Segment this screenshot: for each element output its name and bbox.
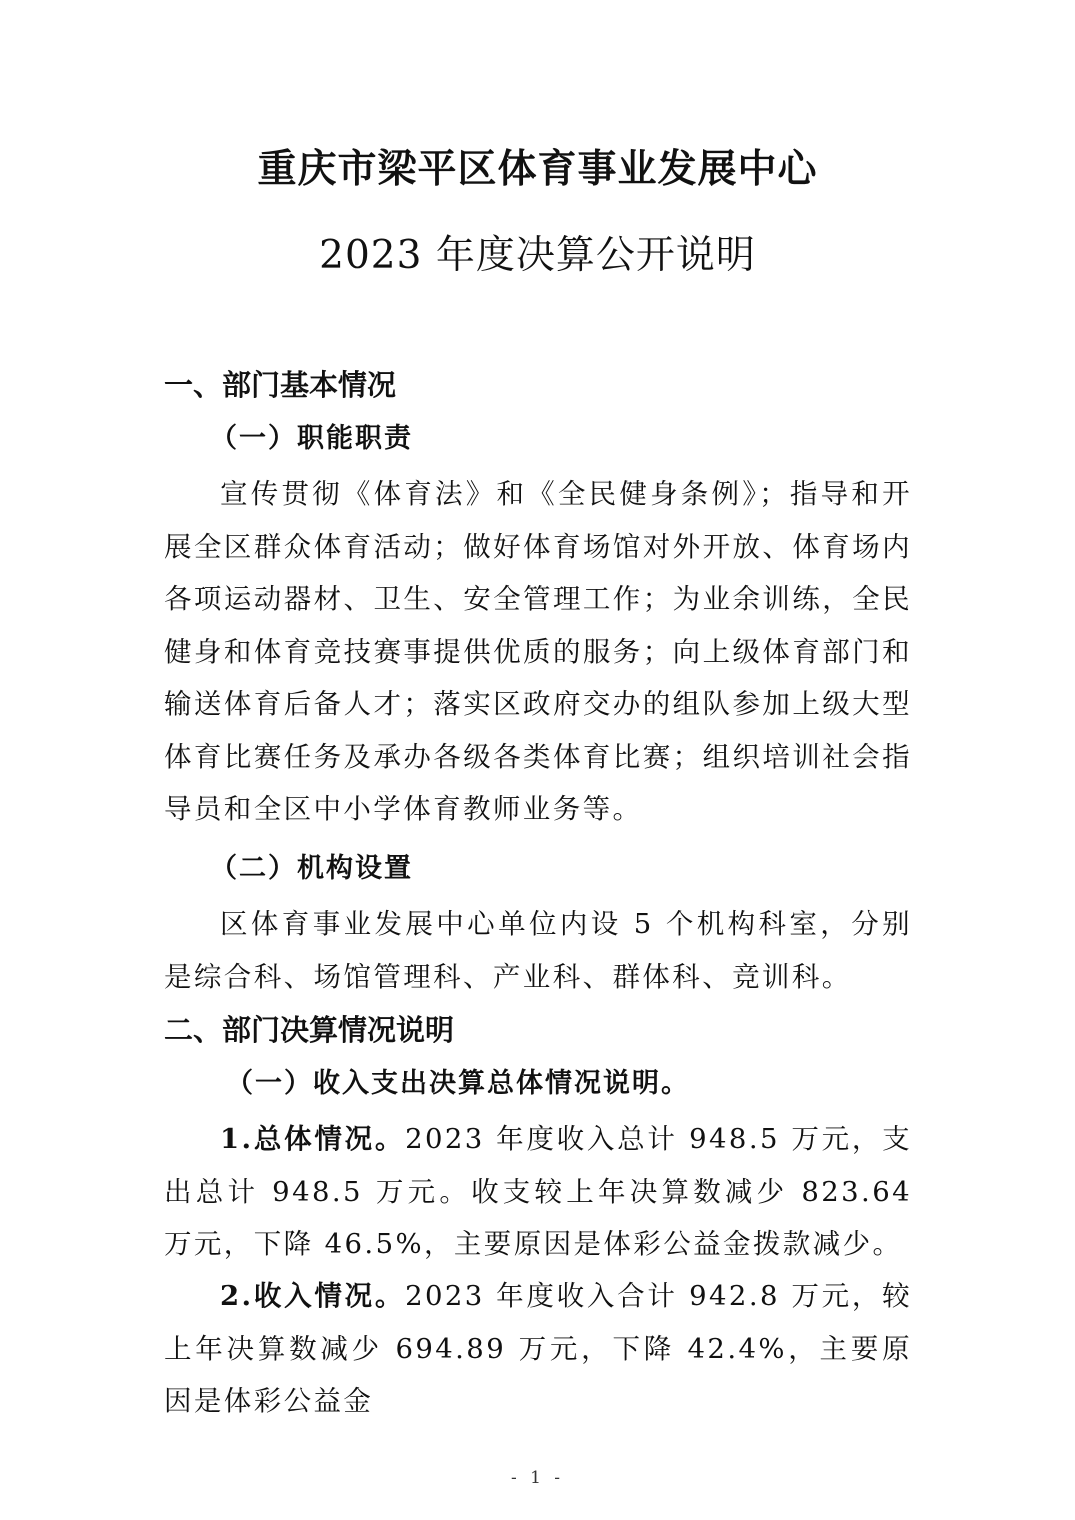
section-2-heading: 二、部门决算情况说明 [164, 1013, 455, 1047]
page-number: - 1 - [510, 1468, 565, 1488]
overall-situation-text: 2023 年度收入总计 948.5 万元，支出总计 948.5 万元。收支较上年决算数减少 823.64 万元，下降 46.5%，主要原因是体彩公益金拨款减少。 [164, 1123, 912, 1260]
section-1-sub-2-heading: （二）机构设置 [210, 853, 413, 884]
section-1-sub-2-paragraph: 区体育事业发展中心单位内设 5 个机构科室，分别是综合科、场馆管理科、产业科、群体科、竞训科。 [164, 908, 912, 993]
section-2-sub-1-heading: （一）收入支出决算总体情况说明。 [226, 1068, 690, 1099]
section-1-heading: 一、部门基本情况 [164, 368, 397, 402]
document-title: 重庆市梁平区体育事业发展中心 [257, 146, 818, 192]
income-situation-paragraph [164, 1270, 912, 1428]
income-situation-text: 2023 年度收入合计 942.8 万元，较上年决算数减少 694.89 万元，下降 42.4%，主要原因是体彩公益金 [164, 1280, 912, 1417]
overall-situation-label: 1.总体情况。 [220, 1123, 406, 1155]
section-1-sub-1-heading: （一）职能职责 [210, 423, 413, 454]
section-1-sub-1-paragraph: 宣传贯彻《体育法》和《全民健身条例》；指导和开展全区群众体育活动；做好体育场馆对外开放、体育场内各项运动器材、卫生、安全管理工作；为业余训练，全民健身和体育竞技赛事提供优质的服务；向上级体育部门和输送体育后备人才；落实区政府交办的组队参加上级大型体育比赛任务及承办各级各类体育比赛；组织培训社会指导员和全区中小学体育教师业务等。 [164, 478, 912, 825]
document-subtitle: 2023 年度决算公开说明 [319, 233, 756, 278]
income-situation-label: 2.收入情况。 [220, 1280, 406, 1312]
overall-situation-paragraph [164, 1113, 912, 1271]
